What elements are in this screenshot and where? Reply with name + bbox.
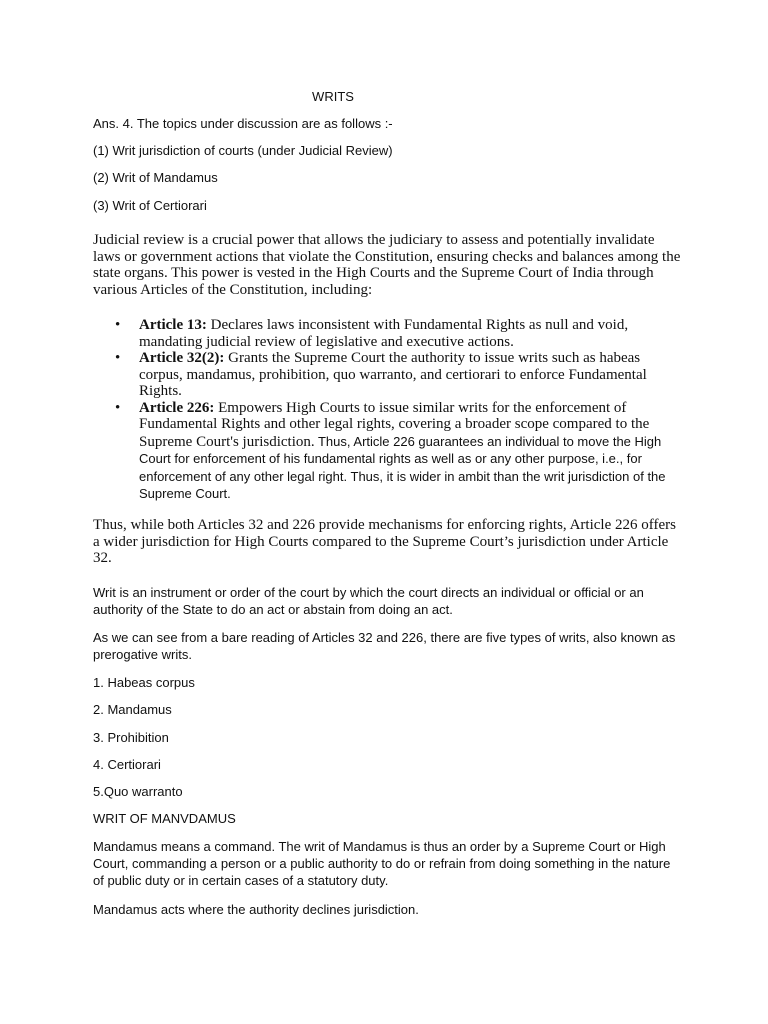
topic-2: (2) Writ of Mandamus [93, 170, 218, 185]
list-item-article-226 [93, 400, 673, 503]
bullet-icon: • [115, 317, 121, 333]
list-item-article-13 [93, 317, 673, 350]
bullet-icon: • [115, 350, 121, 366]
article-label: Article 13: [139, 317, 207, 333]
bullet-icon: • [115, 399, 121, 416]
article-text-extension: Thus, Article 226 guarantees an individual to move the High Court for enforcement of his fundamental rights as well as or any other purpose, i.e., for enforcement of any other legal right. Thus, it is wider in ambit than the writ jurisdiction of the Supreme Court. [139, 433, 666, 501]
mandamus-definition: Mandamus means a command. The writ of Mandamus is thus an order by a Supreme Court or High Court, commanding a person or a public authority to do or refrain from doing something in the nature of public duty or in certain cases of a statutory duty. [93, 839, 671, 888]
writ-type-1: 1. Habeas corpus [93, 675, 195, 690]
writ-type-3: 3. Prohibition [93, 730, 169, 745]
judicial-review-paragraph: Judicial review is a crucial power that allows the judiciary to assess and potentially invalidate laws or government actions that violate the Constitution, ensuring checks and balances among the state organs. This power is vested in the High Courts and the Supreme Court of India through various Articles of the Constitution, including: [93, 232, 681, 298]
writ-type-4: 4. Certiorari [93, 757, 161, 772]
articles-list [93, 317, 673, 503]
conclusion-paragraph: Thus, while both Articles 32 and 226 provide mechanisms for enforcing rights, Article 226 offers a wider jurisdiction for High Courts compared to the Supreme Court’s jurisdiction under Article 32. [93, 517, 676, 566]
topic-3: (3) Writ of Certiorari [93, 198, 207, 213]
intro-line: Ans. 4. The topics under discussion are as follows :- [93, 116, 393, 131]
writ-definition: Writ is an instrument or order of the court by which the court directs an individual or official or an authority of the State to do an act or abstain from doing an act. [93, 585, 644, 617]
writ-type-5: 5.Quo warranto [93, 784, 183, 799]
article-label: Article 32(2): [139, 350, 225, 366]
article-text: Empowers High Courts to issue similar writs for the enforcement of Fundamental Rights and other legal rights, covering a broader scope compared to the Supreme Court's jurisdiction. [139, 399, 650, 450]
document-title: WRITS [312, 89, 354, 104]
article-text: Declares laws inconsistent with Fundamental Rights as null and void, mandating judicial review of legislative and executive actions. [139, 317, 629, 350]
topic-1: (1) Writ jurisdiction of courts (under Judicial Review) [93, 143, 393, 158]
list-item-article-32 [93, 350, 673, 400]
writ-type-2: 2. Mandamus [93, 702, 172, 717]
mandamus-heading: WRIT OF MANVDAMUS [93, 811, 236, 826]
article-text: Grants the Supreme Court the authority to issue writs such as habeas corpus, mandamus, prohibition, quo warranto, and certiorari to enforce Fundamental Rights. [139, 350, 647, 399]
article-label: Article 226: [139, 399, 215, 416]
five-types-intro: As we can see from a bare reading of Articles 32 and 226, there are five types of writs, also known as prerogative writs. [93, 630, 676, 662]
mandamus-acts: Mandamus acts where the authority declines jurisdiction. [93, 902, 419, 917]
